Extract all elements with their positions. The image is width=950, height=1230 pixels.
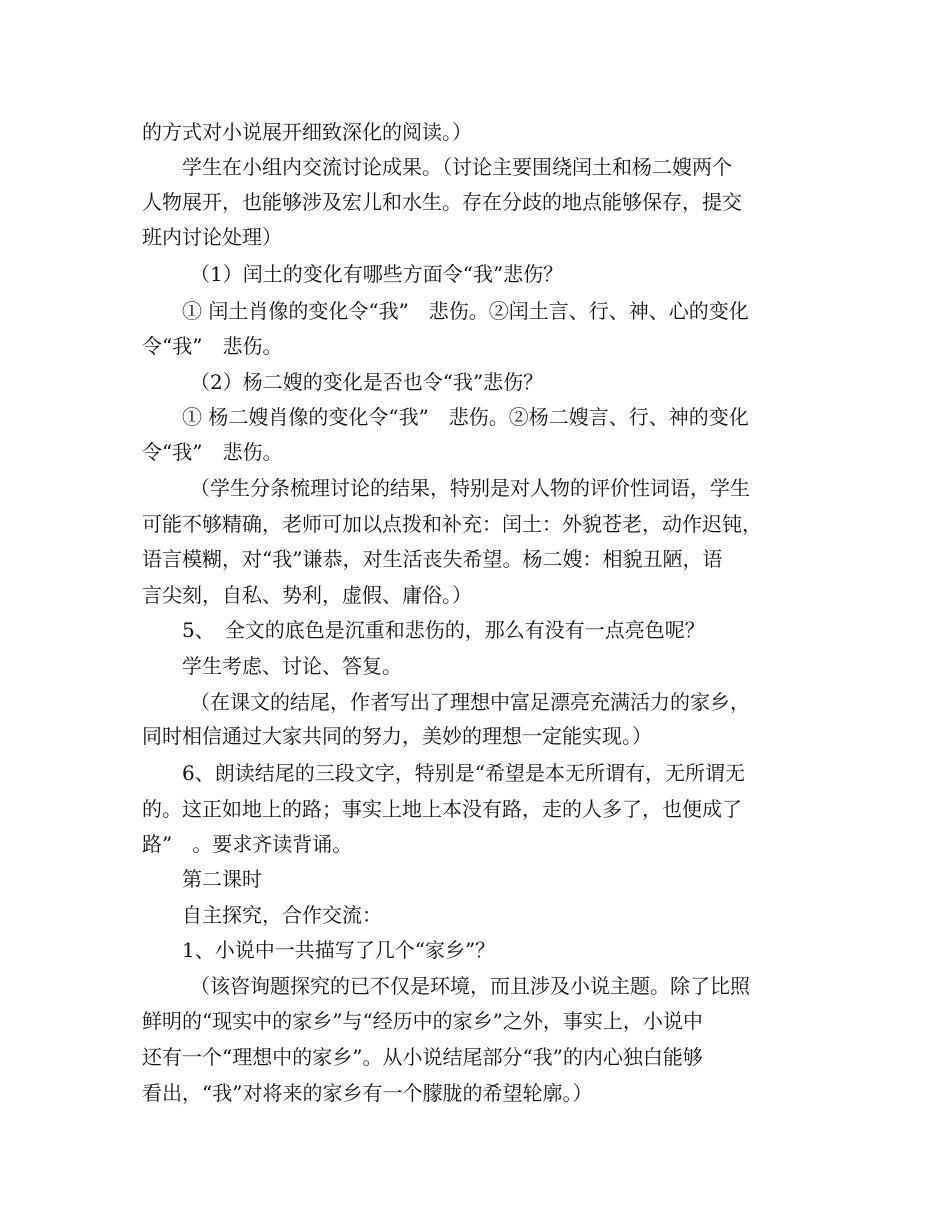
text-line: 路” 。要求齐读背诵。 xyxy=(142,832,353,856)
text-line: （在课文的结尾，作者写出了理想中富足漂亮充满活力的家乡， xyxy=(190,690,750,714)
text-line: （学生分条梳理讨论的结果，特别是对人物的评价性词语，学生 xyxy=(190,476,750,500)
text-line: 1、小说中一共描写了几个“家乡”？ xyxy=(182,938,496,962)
text-line: 的。这正如地上的路；事实上地上本没有路，走的人多了，也便成了 xyxy=(142,797,742,821)
text-line: 学生在小组内交流讨论成果。（讨论主要围绕闰土和杨二嫂两个 xyxy=(182,155,732,179)
text-line: 第二课时 xyxy=(182,867,262,891)
text-line: ① 闰土肖像的变化令“我” 悲伤。②闰土言、行、神、心的变化 xyxy=(182,299,749,323)
text-line: 5、 全文的底色是沉重和悲伤的，那么有没有一点亮色呢？ xyxy=(182,618,705,642)
text-line: 自主探究，合作交流： xyxy=(182,903,382,927)
text-line: 可能不够精确，老师可加以点拨和补充：闰土：外貌苍老，动作迟钝， xyxy=(142,512,762,536)
text-line: 看出，“我”对将来的家乡有一个朦胧的希望轮廓。） xyxy=(142,1081,593,1105)
text-line: 言尖刻，自私、势利，虚假、庸俗。） xyxy=(142,583,472,607)
text-line: 令“我” 悲伤。 xyxy=(142,334,283,358)
text-line: 学生考虑、讨论、答复。 xyxy=(182,654,402,678)
text-line: 鲜明的“现实中的家乡”与“经历中的家乡”之外，事实上，小说中 xyxy=(142,1009,703,1033)
text-line: 班内讨论处理） xyxy=(142,225,282,249)
text-line: （1）闰土的变化有哪些方面令“我”悲伤？ xyxy=(190,262,564,286)
text-line: 6、朗读结尾的三段文字，特别是“希望是本无所谓有，无所谓无 xyxy=(182,761,745,785)
text-line: （2）杨二嫂的变化是否也令“我”悲伤？ xyxy=(190,370,544,394)
text-line: 同时相信通过大家共同的努力，美妙的理想一定能实现。） xyxy=(142,724,652,748)
text-line: 的方式对小说展开细致深化的阅读。） xyxy=(142,120,472,144)
text-line: 令“我” 悲伤。 xyxy=(142,440,283,464)
text-line: （该咨询题探究的已不仅是环境，而且涉及小说主题。除了比照 xyxy=(190,974,750,998)
text-line: 人物展开，也能够涉及宏儿和水生。存在分歧的地点能够保存，提交 xyxy=(142,190,742,214)
text-line: 还有一个“理想中的家乡”。从小说结尾部分“我”的内心独白能够 xyxy=(142,1045,703,1069)
text-line: 语言模糊，对“我”谦恭，对生活丧失希望。杨二嫂：相貌丑陋，语 xyxy=(142,547,723,571)
text-line: ① 杨二嫂肖像的变化令“我” 悲伤。②杨二嫂言、行、神的变化 xyxy=(182,405,749,429)
